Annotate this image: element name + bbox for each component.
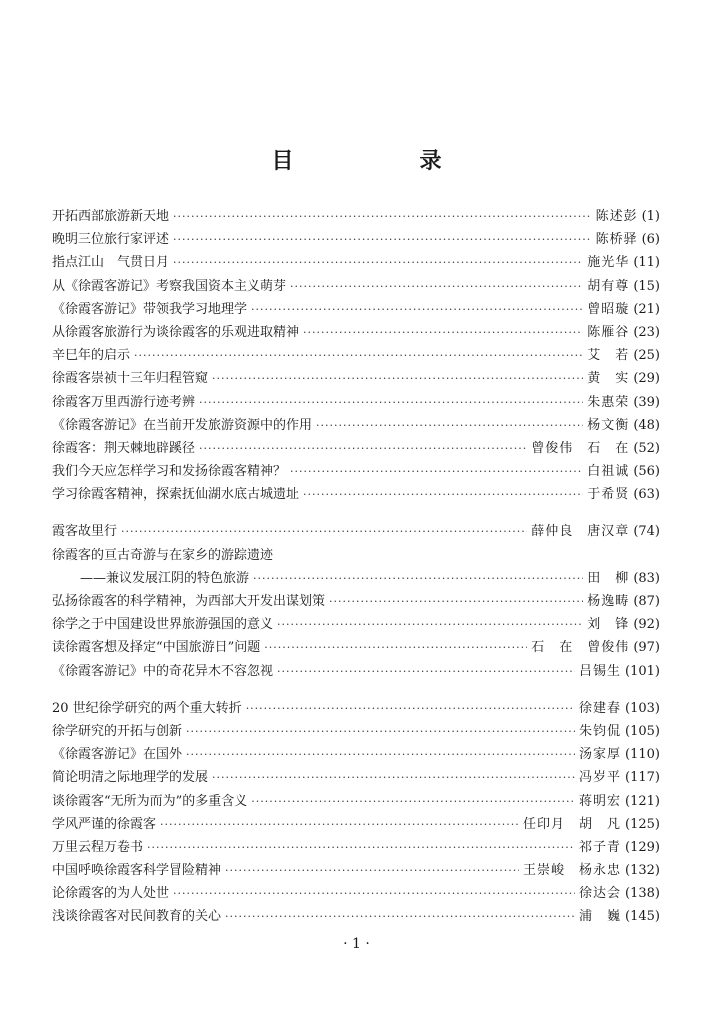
dot-leader [303,483,583,506]
dot-leader [246,697,575,720]
entry-title: 中国呼唤徐霞客科学冒险精神 [52,863,222,879]
dot-leader [225,905,575,928]
entry-author: 曾昭璇 [587,301,630,317]
entry-author: 祁子青 [579,839,622,855]
toc-entry[interactable] [52,460,660,483]
entry-author: 刘 锋 [587,617,630,633]
entry-author: 白祖诚 [587,464,630,480]
dot-leader [147,836,575,859]
entry-page: (145) [625,909,660,925]
toc-entry[interactable] [52,720,660,743]
entry-title: 谈徐霞客“无所为而为”的多重含义 [52,793,248,809]
dot-leader [173,205,592,228]
toc-entry[interactable] [52,743,660,766]
entry-page: (39) [633,394,660,410]
entry-title: 《徐霞客游记》在当前开发旅游资源中的作用 [52,417,313,433]
entry-author: 陈雁谷 [587,324,630,340]
page-number: · 1 · [343,936,370,952]
toc-entry[interactable] [52,790,660,813]
entry-author: 浦 巍 [579,909,622,925]
entry-title: 论徐霞客的为人处世 [52,886,170,902]
entry-page: (1) [641,209,660,224]
toc-entry[interactable] [52,483,660,506]
dot-leader [303,321,583,344]
dot-leader [253,567,583,590]
toc-entry[interactable] [52,228,660,251]
entry-page: (110) [625,747,660,763]
entry-title: 霞客故里行 [52,524,118,540]
entry-author: 施光华 [587,255,630,271]
entry-title: 徐霞客崇祯十三年归程管窥 [52,371,209,387]
entry-author: 胡有尊 [587,278,630,294]
entry-title: 20 世纪徐学研究的两个重大转折 [52,700,242,716]
toc-entry[interactable] [52,636,660,659]
entry-author: 薛仲良 唐汉章 [531,524,630,540]
entry-author: 徐建春 [579,700,622,716]
dot-leader [290,275,583,298]
toc-entry[interactable] [52,613,660,636]
toc-entry[interactable] [52,275,660,298]
entry-page: (117) [625,770,660,786]
entry-page: (48) [633,417,660,433]
toc-entry[interactable] [52,391,660,414]
entry-title: 弘扬徐霞客的科学精神，为西部大开发出谋划策 [52,594,326,609]
entry-page: (129) [625,839,660,855]
entry-author: 任印月 胡 凡 [523,816,622,832]
entry-author: 艾 若 [587,348,630,364]
toc-section [52,697,660,929]
toc-entry[interactable] [52,697,660,720]
entry-page: (29) [633,371,660,387]
entry-page: (74) [633,524,660,540]
entry-page: (97) [633,640,660,656]
dot-leader [199,391,583,414]
entry-author: 杨逸畴 [587,594,630,609]
entry-page: (52) [633,440,660,456]
toc-entry[interactable] [52,905,660,928]
entry-title: 《徐霞客游记》中的奇花异木不容忽视 [52,663,274,679]
entry-author: 曾俊伟 石 在 [531,440,630,456]
dot-leader [134,344,583,367]
toc-section [52,520,660,682]
toc-entry[interactable] [52,766,660,789]
entry-page: (138) [625,886,660,902]
toc-entry[interactable] [52,298,660,321]
toc-entry[interactable] [52,836,660,859]
entry-page: (6) [641,232,660,248]
toc-entry[interactable] [52,251,660,274]
entry-page: (25) [633,348,660,364]
dot-leader [225,859,519,882]
entry-page: (56) [633,464,660,480]
entry-author: 陈桥驿 [595,232,638,248]
dot-leader [199,437,527,460]
page-title: 目 录 [271,149,494,174]
entry-author: 杨文衡 [587,417,630,433]
entry-author: 陈述彭 [595,209,638,224]
dot-leader [186,720,575,743]
entry-page: (105) [625,723,660,739]
entry-title: 万里云程万卷书 [52,839,144,855]
entry-page: (132) [625,863,660,879]
dot-leader [316,414,583,437]
entry-title: ——兼议发展江阴的特色旅游 [80,570,250,586]
entry-author: 朱钧侃 [579,723,622,739]
dot-leader [277,660,575,683]
dot-leader [160,813,519,836]
toc-entry[interactable] [52,859,660,882]
dot-leader [173,882,575,905]
table-of-contents [52,205,660,929]
entry-page: (92) [633,617,660,633]
entry-title: 开拓西部旅游新天地 [52,209,170,224]
entry-title: 学风严谨的徐霞客 [52,816,157,832]
entry-author: 黄 实 [587,371,630,387]
toc-section [52,205,660,506]
dot-leader [251,790,575,813]
toc-entry[interactable] [52,367,660,390]
toc-entry[interactable] [52,882,660,905]
entry-author: 王崇峻 杨永忠 [523,863,622,879]
dot-leader [173,251,583,274]
entry-title: 从徐霞客旅游行为谈徐霞客的乐观进取精神 [52,324,300,340]
entry-author: 朱惠荣 [587,394,630,410]
entry-title: 指点江山 气贯日月 [52,255,170,271]
entry-author: 吕锡生 [579,663,622,679]
entry-title: 读徐霞客想及择定“中国旅游日”问题 [52,640,261,656]
dot-leader [277,613,583,636]
toc-entry[interactable] [52,520,660,543]
entry-page: (11) [633,255,660,271]
toc-entry[interactable] [52,590,660,613]
entry-author: 汤家厚 [579,747,622,763]
dot-leader [212,367,583,390]
entry-author: 蒋明宏 [579,793,622,809]
dot-leader [186,743,575,766]
dot-leader [264,636,527,659]
entry-title: 简论明清之际地理学的发展 [52,770,209,786]
toc-entry[interactable] [52,437,660,460]
entry-title: 《徐霞客游记》带领我学习地理学 [52,301,248,317]
entry-page: (103) [625,700,660,716]
entry-author: 徐达会 [579,886,622,902]
toc-entry[interactable] [52,344,660,367]
dot-leader [329,590,583,613]
entry-title: 我们今天应怎样学习和发扬徐霞客精神？ [52,464,287,480]
toc-entry[interactable] [52,544,660,567]
entry-title: 徐霞客：荆天棘地辟蹊径 [52,440,196,456]
entry-page: (125) [625,816,660,832]
entry-author: 田 柳 [587,570,630,586]
toc-entry[interactable] [52,660,660,683]
entry-author: 石 在 曾俊伟 [531,640,630,656]
toc-entry[interactable] [52,567,660,590]
entry-title: 徐霞客万里西游行迹考辨 [52,394,196,410]
entry-title: 晚明三位旅行家评述 [52,232,170,248]
entry-page: (63) [633,487,660,503]
entry-title: 《徐霞客游记》在国外 [52,747,183,763]
entry-author: 冯岁平 [579,770,622,786]
dot-leader [173,228,592,251]
dot-leader [212,766,575,789]
entry-page: (101) [625,663,660,679]
entry-title: 学习徐霞客精神，探索抚仙湖水底古城遗址 [52,487,300,503]
entry-title: 徐学研究的开拓与创新 [52,723,183,739]
dot-leader [251,298,583,321]
dot-leader [121,520,527,543]
entry-title: 浅谈徐霞客对民间教育的关心 [52,909,222,925]
dot-leader [290,460,583,483]
entry-page: (83) [633,570,660,586]
entry-page: (15) [633,278,660,294]
entry-page: (87) [633,594,660,609]
entry-page: (21) [633,301,660,317]
entry-title: 辛巳年的启示 [52,348,131,364]
toc-entry[interactable] [52,813,660,836]
entry-title: 徐霞客的亘古奇游与在家乡的游踪遗迹 [52,547,274,563]
entry-author: 于希贤 [587,487,630,503]
entry-page: (121) [625,793,660,809]
toc-entry[interactable] [52,414,660,437]
entry-page: (23) [633,324,660,340]
entry-title: 徐学之于中国建设世界旅游强国的意义 [52,617,274,633]
toc-entry[interactable] [52,205,660,228]
entry-title: 从《徐霞客游记》考察我国资本主义萌芽 [52,278,287,294]
toc-entry[interactable] [52,321,660,344]
